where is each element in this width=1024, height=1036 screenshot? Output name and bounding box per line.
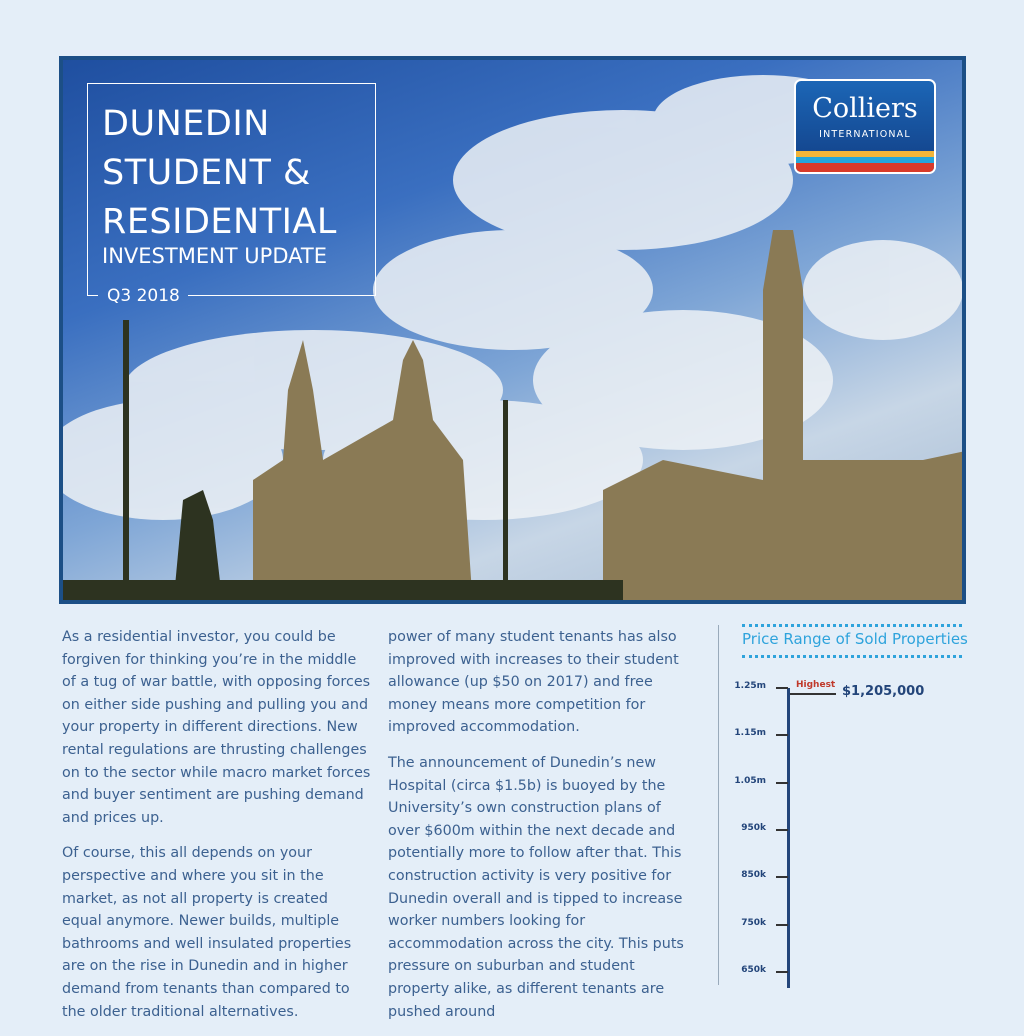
chart-title: Price Range of Sold Properties [742,630,968,648]
logo-sub: INTERNATIONAL [819,129,911,140]
axis-tick [776,687,788,689]
title-line: DUNEDIN [102,104,270,144]
paragraph: The announcement of Dunedin’s new Hospital (circa $1.5b) is buoyed by the University’s own construction plans of over $600m within the next decade and potentially more to follow after that. This construction activity is very positive for Dunedin overall and is tipped to increase worker numbers looking for accommodation across the city. This puts pressure on suburban and student property alike, as different tenants are pushed around [388,754,684,1020]
title-line: STUDENT & [102,153,311,193]
axis-tick [776,876,788,878]
axis-tick [776,829,788,831]
paragraph: power of many student tenants has also improved with increases to their student allowance (up $50 on 2017) and free money means more competition for improved accommodation. [388,629,679,736]
report-subtitle: INVESTMENT UPDATE [102,244,327,268]
axis-tick [776,924,788,926]
axis-tick [776,734,788,736]
dotted-rule [742,655,962,658]
tick-label: 1.05m [734,775,766,786]
tick-label: 1.15m [734,728,766,739]
highest-marker-line [790,693,836,695]
report-period: Q3 2018 [107,286,180,306]
tick-label: 950k [741,822,766,833]
column-divider [718,625,719,985]
article-column-2 [388,626,693,1036]
tick-label: 850k [741,870,766,881]
logo-name: Colliers [812,93,918,124]
highest-label: Highest [796,680,836,691]
axis-tick [776,782,788,784]
tick-label: 750k [741,917,766,928]
tick-label: 1.25m [734,681,766,691]
article-column-1 [62,626,372,1036]
paragraph: Of course, this all depends on your perspective and where you sit in the market, as not all property is created equal anymore. Newer builds, multiple bathrooms and well insulated properties are on the rise in Dunedin and in higher demand from tenants than compared to the older traditional alternatives. [62,845,352,1020]
chart-axis [787,688,790,988]
tick-label: 650k [741,964,766,975]
highest-value: $1,205,000 [842,684,925,700]
title-line: RESIDENTIAL [102,202,337,242]
paragraph: As a residential investor, you could be forgiven for thinking you’re in the middle of a tug of war battle, with opposing forces on either side pushing and pulling you and your property in different directions. New rental regulations are thrusting challenges on to the sector while macro market forces and buyer sentiment are pushing demand and prices up. [62,629,371,826]
dotted-rule [742,624,962,627]
report-title [102,100,337,247]
colliers-logo [794,79,936,174]
